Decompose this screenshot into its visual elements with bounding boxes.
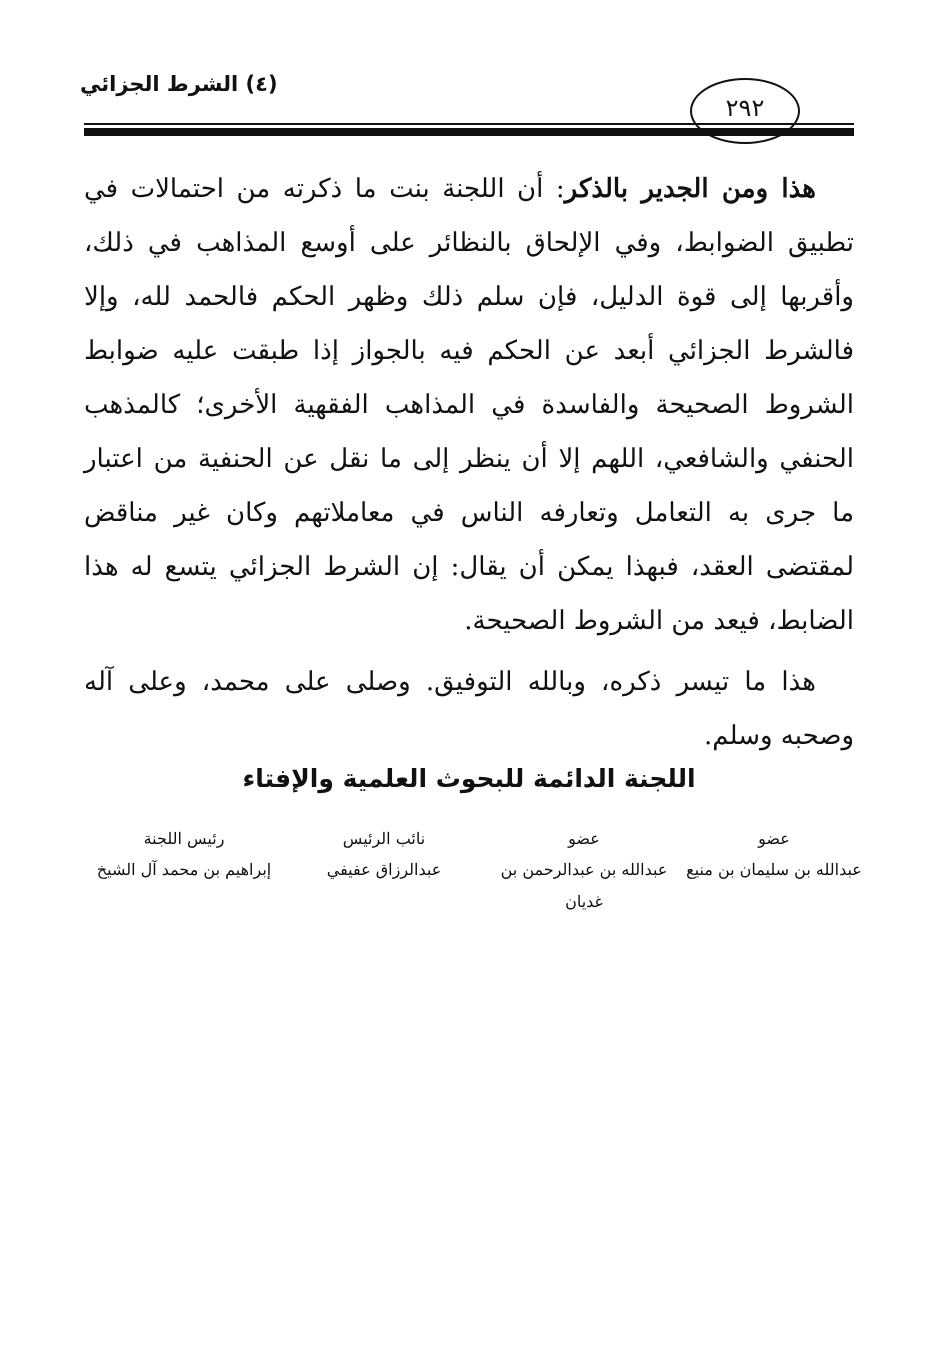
header-rule-thick: [84, 128, 854, 136]
paragraph-2: [84, 655, 854, 763]
signatory-name: عبدالله بن سليمان بن منيع: [686, 860, 862, 879]
running-title: (٤) الشرط الجزائي: [80, 72, 278, 96]
header-rule-thin: [84, 123, 854, 125]
signatory-role: عضو: [568, 829, 600, 848]
signatory-name: إبراهيم بن محمد آل الشيخ: [96, 860, 272, 879]
paragraph-1-text: : أن اللجنة بنت ما ذكرته من احتمالات في تطبيق الضوابط، وفي الإلحاق بالنظائر على أوسع المذاهب في ذلك، وأقربها إلى قوة الدليل، فإن سلم ذلك وظهر الحكم فالحمد لله، وإلا فالشرط الجزائي أبعد عن الحكم فيه بالجواز إذا طبقت عليه ضوابط الشروط الصحيحة والفاسدة في المذاهب الفقهية الأخرى؛ كالمذهب الحنفي والشافعي، اللهم إلا أن ينظر إلى ما نقل عن الحنفية من اعتبار ما جرى به التعامل وتعارفه الناس في معاملاتهم وكان غير مناقض لمقتضى العقد، فبهذا يمكن أن يقال: إن الشرط الجزائي يتسع له هذا الضابط، فيعد من الشروط الصحيحة.: [84, 174, 855, 636]
signatories: [84, 824, 862, 911]
signatory-3: [284, 824, 484, 886]
signatory-name: عبدالله بن عبدالرحمن بن غديان: [500, 860, 668, 911]
paragraph-2-text: هذا ما تيسر ذكره، وبالله التوفيق. وصلى على محمد، وعلى آله وصحبه وسلم.: [84, 667, 854, 751]
signatory-role: رئيس اللجنة: [143, 829, 225, 848]
signatory-role: نائب الرئيس: [342, 829, 426, 848]
paragraph-1-lead: هذا ومن الجدير بالذكر: [564, 174, 816, 204]
page-number: ٢٩٢: [725, 94, 765, 122]
signatory-1: [674, 824, 874, 886]
committee-heading: اللجنة الدائمة للبحوث العلمية والإفتاء: [242, 764, 696, 793]
signatory-name: عبدالرزاق عفيفي: [326, 860, 442, 879]
signatory-role: عضو: [758, 829, 790, 848]
signatory-4: [84, 824, 284, 886]
paragraph-1: [84, 162, 854, 648]
signatory-2: [484, 824, 684, 918]
